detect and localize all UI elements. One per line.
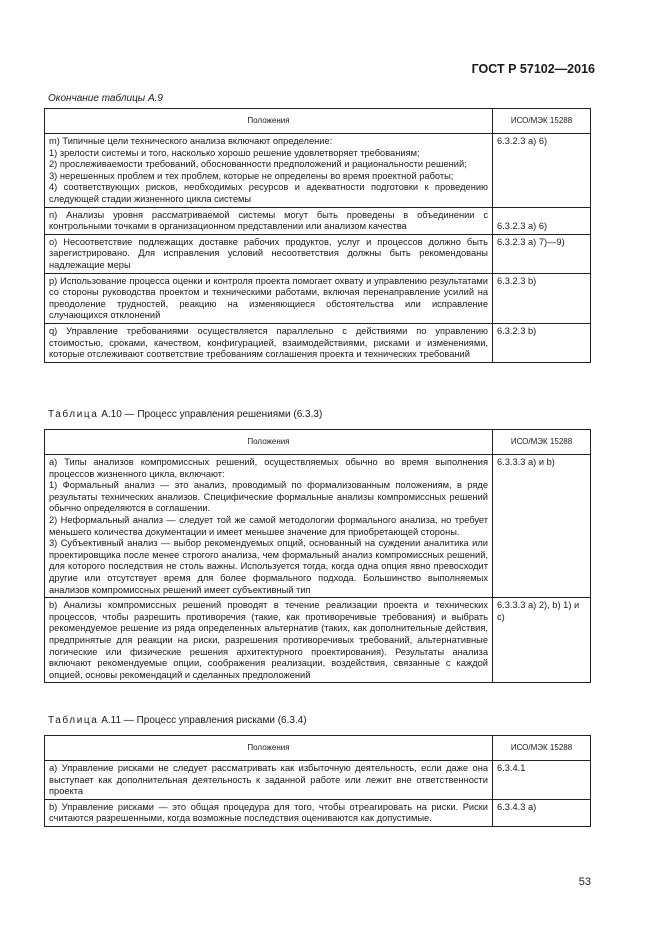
- row-line: o) Несоответствие подлежащих доставке рабочих продуктов, услуг и процессов должно быть зарегистрировано. Для исправления условий несоответствия должны быть рекомендованы надлежащие меры: [49, 236, 488, 270]
- row-text: [45, 234, 493, 273]
- row-line: b) Анализы компромиссных решений проводят в течение реализации проекта и технических процессов, чтобы разрешить противоречия (такие, как противоречивые требования) и выбрать рекомендуемое решение из ряда определенных альтернатив (таких, как дополнительные действия, предпринятые для реакции на риски, разрешения противоречивых требований, альтернативные логические или физические решения архитектурного проектирования). Результаты анализа включают рекомендуемые опции, соображения реализации, воздействия, связанные с каждой опцией, основы рекомендаций и сделанных предположений: [49, 600, 488, 680]
- row-line: 1) Формальный анализ — это анализ, проводимый по формализованным положениям, в ряде результаты технических анализов. Специфические формальные анализы компромиссных решений обычно определяются в соглашении.: [49, 480, 488, 514]
- table-row: [45, 207, 591, 234]
- table-row: [45, 273, 591, 323]
- table-header-row: [45, 430, 591, 455]
- row-text: [45, 207, 493, 234]
- table-row: [45, 234, 591, 273]
- row-ref: 6.3.2.3 a) 6): [493, 134, 591, 208]
- caption-prefix: Таблица: [48, 715, 99, 726]
- row-line: m) Типичные цели технического анализа включают определение:: [49, 136, 333, 146]
- header-provisions: Положения: [45, 430, 493, 455]
- row-line: 2) прослеживаемости требований, обоснованности предположений и рациональности решений;: [49, 159, 467, 170]
- row-line: b) Управление рисками — это общая процедура для того, чтобы отреагировать на риски. Риски считаются разрешенными, когда возможные последствия оцениваются как допустимые.: [49, 801, 488, 824]
- table-row: [45, 598, 591, 683]
- table-row: [45, 799, 591, 826]
- table-row: [45, 323, 591, 362]
- table-row: [45, 761, 591, 800]
- standard-number: ГОСТ Р 57102—2016: [471, 62, 595, 76]
- table-a10: [44, 429, 591, 683]
- row-text: [45, 455, 493, 598]
- caption-rest: А.11 — Процесс управления рисками (6.3.4): [101, 715, 307, 726]
- row-ref: 6.3.4.1: [493, 761, 591, 800]
- table-row: [45, 455, 591, 598]
- page-number: 53: [578, 876, 591, 888]
- row-ref: 6.3.2.3 a) 6): [493, 207, 591, 234]
- table-a9: [44, 108, 591, 363]
- header-provisions: Положения: [45, 109, 493, 134]
- caption-rest: А.10 — Процесс управления решениями (6.3.3): [101, 409, 323, 420]
- row-line: 1) зрелости системы и того, насколько хорошо решение удовлетворяет требованиям;: [49, 147, 420, 158]
- row-ref: 6.3.2.3 a) 7)—9): [493, 234, 591, 273]
- row-ref: 6.3.3.3 a) и b): [493, 455, 591, 598]
- row-ref: 6.3.2.3 b): [493, 273, 591, 323]
- row-ref: 6.3.3.3 a) 2), b) 1) и c): [493, 598, 591, 683]
- table-a11: [44, 735, 591, 827]
- row-text: [45, 799, 493, 826]
- row-line: a) Управление рисками не следует рассматривать как избыточную деятельность, если даже она выступает как дополнительная деятельность к заданной работе или лежит вне ответственности проекта: [49, 763, 488, 797]
- row-text: [45, 323, 493, 362]
- header-iso: ИСО/МЭК 15288: [493, 430, 591, 455]
- table-header-row: [45, 109, 591, 134]
- caption-prefix: Таблица: [48, 409, 99, 420]
- row-line: 3) Субъективный анализ — выбор рекомендуемых опций, основанный на суждении аналитика или проектировщика после менее строгого анализа, чем формальный анализ компромиссных решений, для которого последствия не столь важны. Используется тогда, когда одна опция явно превосходит другие или отсутствует время для более формального подхода. Большинство выполняемых анализов компромиссных решений имеет субъективный тип: [49, 538, 488, 595]
- row-text: [45, 761, 493, 800]
- table-row: [45, 134, 591, 208]
- row-line: 4) соответствующих рисков, необходимых ресурсов и адекватности подготовки к проведению следующей стадии жизненного цикла системы: [49, 182, 488, 204]
- row-ref: 6.3.2.3 b): [493, 323, 591, 362]
- row-line: p) Использование процесса оценки и контроля проекта помогает охвату и управлению результатами со стороны руководства проектом и техническими работами, включая перенаправление усилий на преодоление трудностей, реакцию на изменяющиеся обстоятельства или исправление случающихся отклонений: [49, 275, 488, 321]
- table-a9-caption: Окончание таблицы А.9: [48, 93, 163, 104]
- header-iso: ИСО/МЭК 15288: [493, 109, 591, 134]
- row-line: 3) нерешенных проблем и тех проблем, которые не определены во время проектной работы;: [49, 170, 454, 181]
- header-iso: ИСО/МЭК 15288: [493, 736, 591, 761]
- table-a10-caption: [48, 409, 322, 420]
- row-ref: 6.3.4.3 a): [493, 799, 591, 826]
- row-line: n) Анализы уровня рассматриваемой системы могут быть проведены в объединении с контрольными точками в организационном представлении или анализом качества: [49, 209, 488, 232]
- row-line: 2) Неформальный анализ — следует той же самой методологии формального анализа, но требует меньшего количества документации и имеет меньшее значение для приобретающей стороны.: [49, 514, 488, 537]
- row-text: [45, 273, 493, 323]
- table-header-row: [45, 736, 591, 761]
- row-line: a) Типы анализов компромиссных решений, осуществляемых обычно во время выполнения процессов жизненного цикла, включают:: [49, 457, 488, 479]
- header-provisions: Положения: [45, 736, 493, 761]
- row-text: [45, 598, 493, 683]
- table-a11-caption: [48, 715, 307, 726]
- row-text: [45, 134, 493, 208]
- row-line: q) Управление требованиями осуществляется параллельно с действиями по управлению стоимостью, сроками, качеством, конфигурацией, взаимодействиями, рисками и изменениями, которые отслеживают соответствие требованиям соглашения проекта и технических требований: [49, 325, 488, 360]
